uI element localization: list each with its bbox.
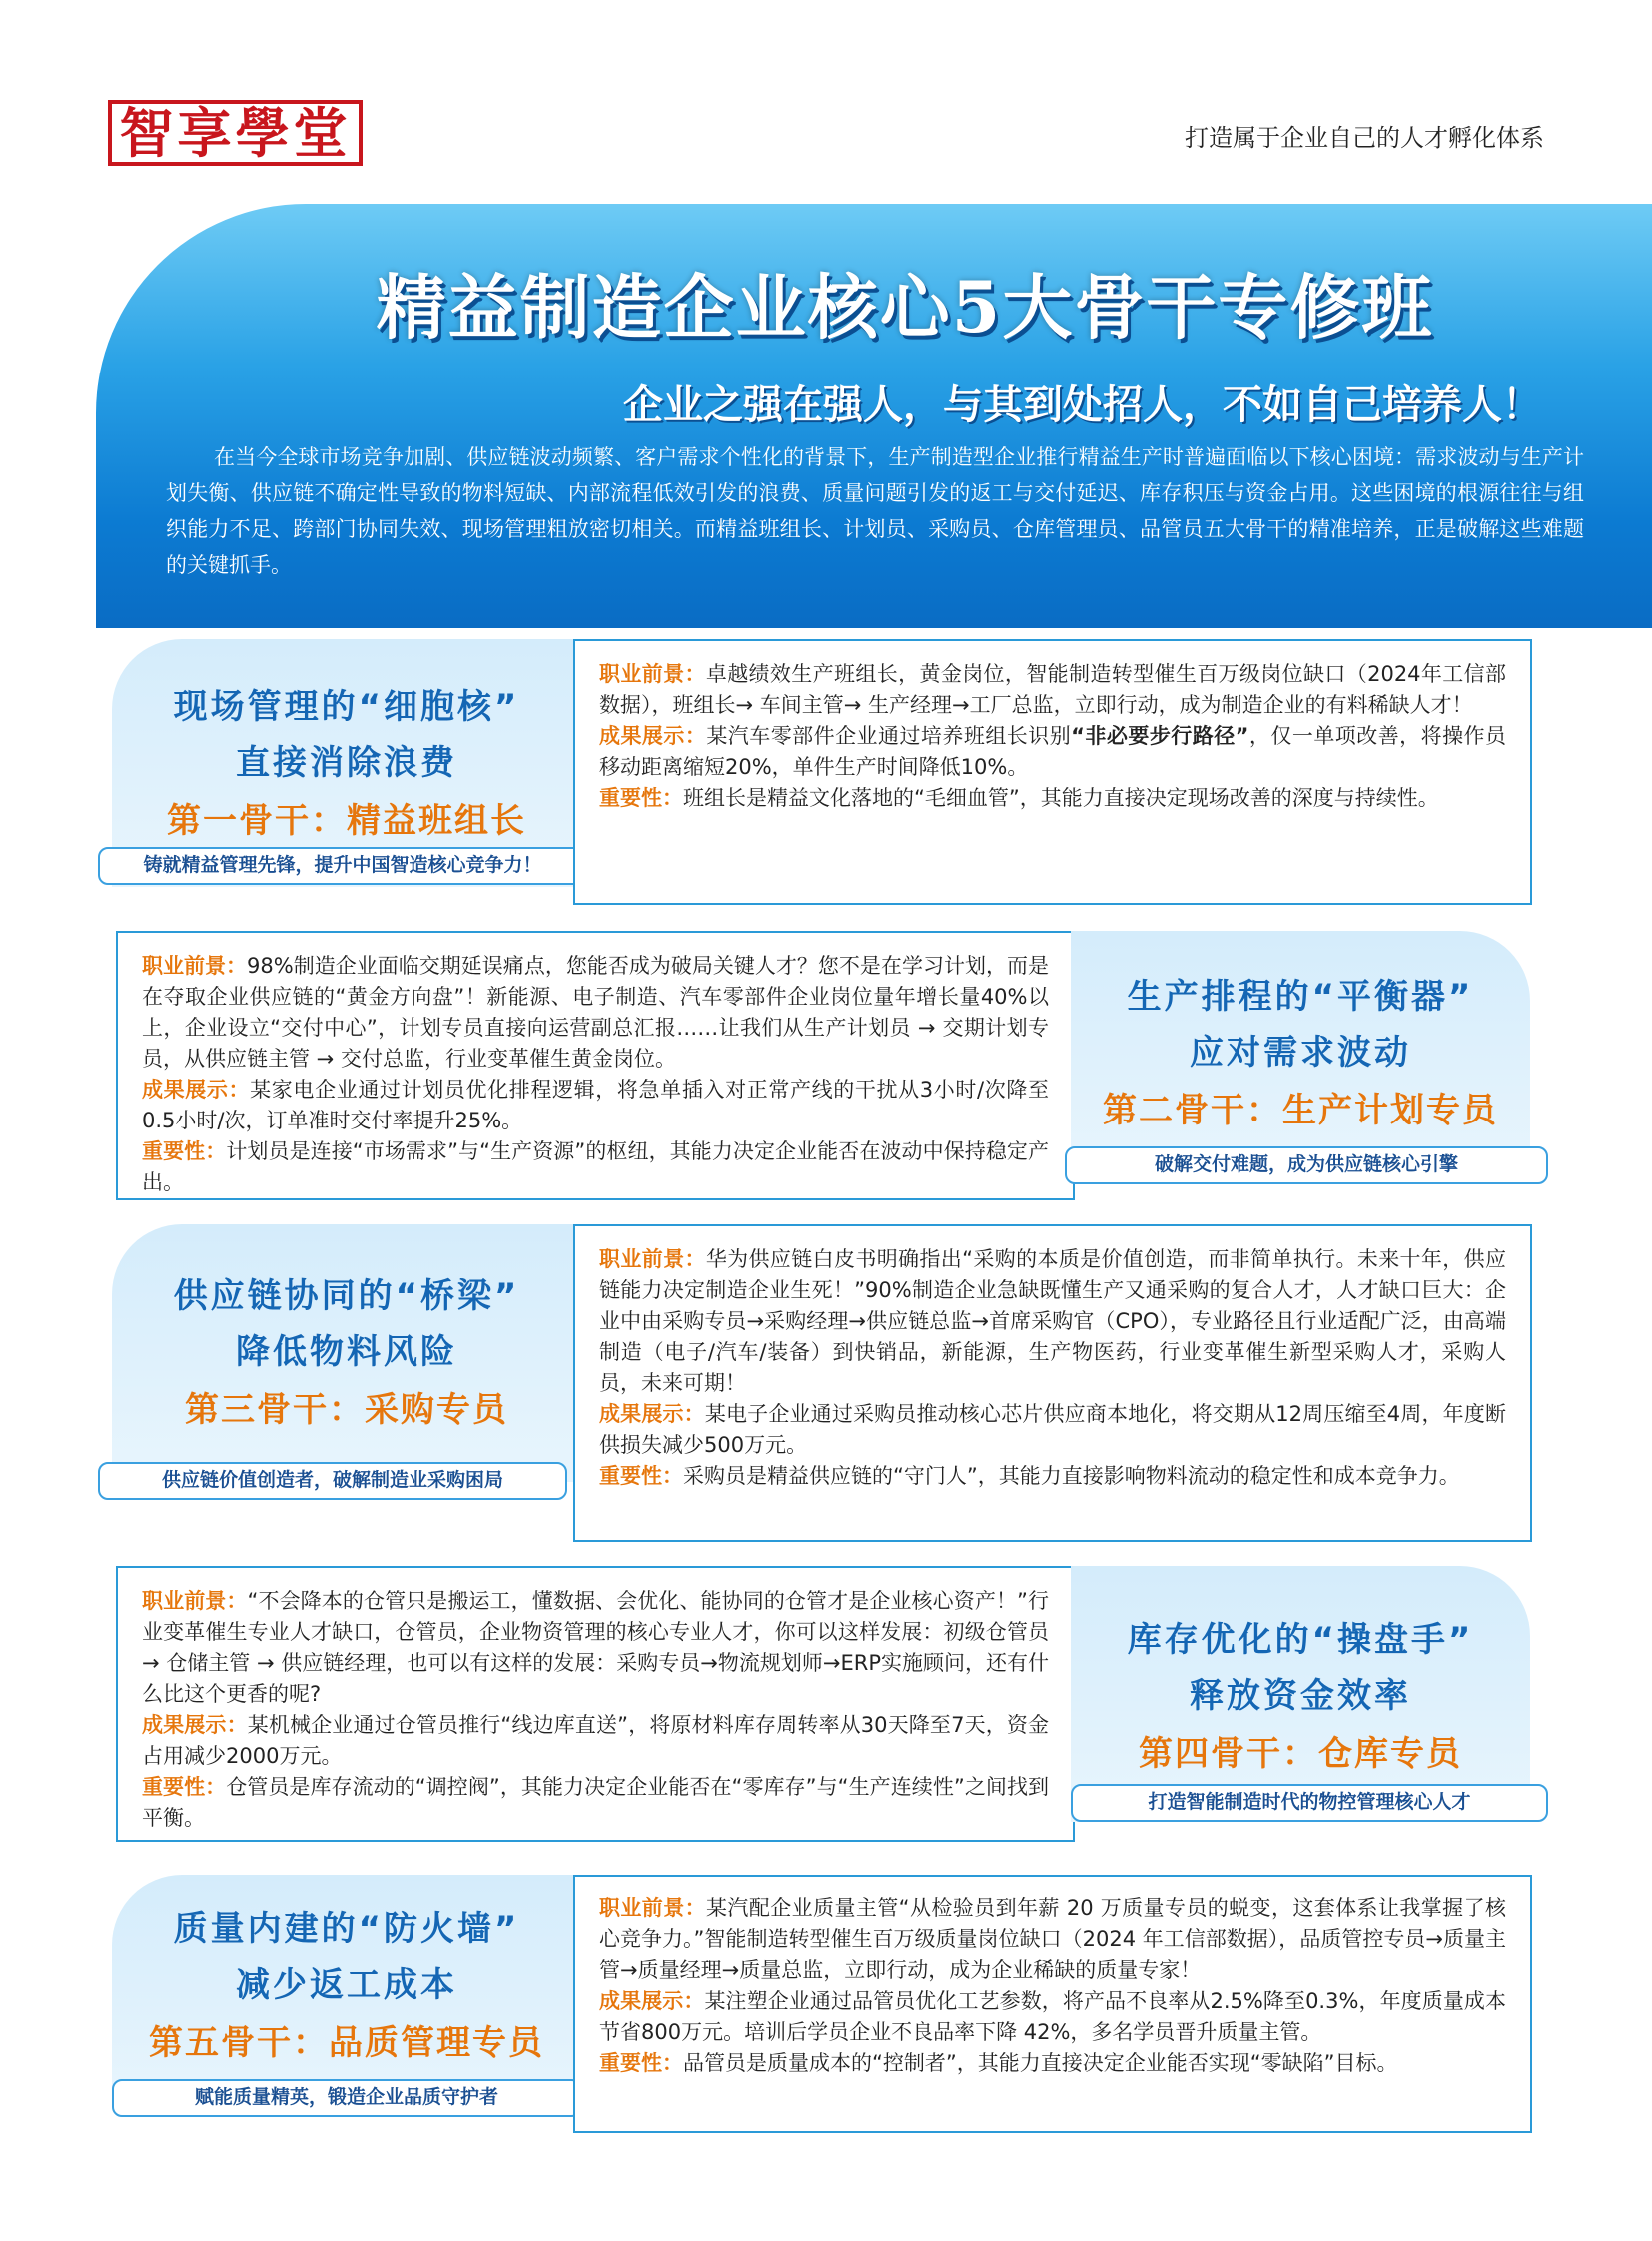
- result-highlight: “非必要步行路径”: [1071, 724, 1249, 748]
- label-importance: 重要性：: [599, 1464, 683, 1488]
- header-slogan: 打造属于企业自己的人才孵化体系: [1185, 124, 1544, 152]
- importance-text: 采购员是精益供应链的“守门人”，其能力直接影响物料流动的稳定性和成本竞争力。: [683, 1464, 1460, 1488]
- role-tagline: 破解交付难题，成为供应链核心引擎: [1065, 1146, 1548, 1184]
- detail-panel-1: [573, 639, 1532, 905]
- label-importance: 重要性：: [599, 786, 683, 810]
- result-text: 某汽车零部件企业通过培养班组长识别: [706, 724, 1072, 748]
- prospect-text: 某汽配企业质量主管“从检验员到年薪 20 万质量专员的蜕变，这套体系让我掌握了核心竞争力。”智能制造转型催生百万级质量岗位缺口（2024 年工信部数据），品质管控专员→质量主管→质量经理→质量总监，立即行动，成为企业稀缺的质量专家！: [599, 1896, 1506, 1982]
- label-result: 成果展示：: [142, 1078, 251, 1102]
- role-card-3: [112, 1224, 581, 1482]
- result-text: 某机械企业通过仓管员推行“线边库直送”，将原材料库存周转率从30天降至7天，资金占用减少2000万元。: [142, 1713, 1049, 1768]
- hero-banner: [96, 204, 1652, 628]
- role-title: 第二骨干：生产计划专员: [1103, 1091, 1498, 1130]
- detail-panel-5: [573, 1875, 1532, 2133]
- role-headline: 现场管理的“细胞核”: [173, 687, 520, 727]
- role-tagline: 赋能质量精英，锻造企业品质守护者: [112, 2079, 581, 2117]
- role-subheadline: 减少返工成本: [236, 1965, 457, 2005]
- role-tagline: 铸就精益管理先锋，提升中国智造核心竞争力！: [98, 847, 587, 885]
- role-headline: 供应链协同的“桥梁”: [173, 1276, 520, 1316]
- label-prospect: 职业前景：: [142, 1589, 248, 1613]
- label-prospect: 职业前景：: [142, 954, 248, 978]
- role-subheadline: 降低物料风险: [236, 1332, 457, 1372]
- role-title: 第四骨干：仓库专员: [1139, 1734, 1462, 1774]
- label-prospect: 职业前景：: [599, 1247, 706, 1271]
- detail-panel-4: [116, 1566, 1075, 1842]
- hero-subtitle: 企业之强在强人，与其到处招人，不如自己培养人！: [623, 381, 1542, 428]
- label-prospect: 职业前景：: [599, 1896, 707, 1920]
- role-subheadline: 应对需求波动: [1190, 1033, 1411, 1073]
- role-card-5: [112, 1875, 581, 2107]
- result-text: 某家电企业通过计划员优化排程逻辑，将急单插入对正常产线的干扰从3小时/次降至0.5小时/次，订单准时交付率提升25%。: [142, 1078, 1050, 1132]
- role-tagline: 打造智能制造时代的物控管理核心人才: [1071, 1784, 1548, 1822]
- page-title: 精益制造企业核心5大骨干专修班: [376, 266, 1434, 349]
- prospect-text: 98%制造企业面临交期延误痛点，您能否成为破局关键人才？您不是在学习计划，而是在夺取企业供应链的“黄金方向盘”！新能源、电子制造、汽车零部件企业岗位量年增长量40%以上，企业设立“交付中心”，计划专员直接向运营副总汇报……让我们从生产计划员 → 交期计划专员，从供应链主管 → 交付总监，行业变革催生黄金岗位。: [142, 954, 1049, 1071]
- detail-panel-2: [116, 931, 1075, 1200]
- prospect-text: 卓越绩效生产班组长，黄金岗位，智能制造转型催生百万级岗位缺口（2024年工信部数据），班组长→ 车间主管→ 生产经理→工厂总监，立即行动，成为制造企业的有料稀缺人才！: [599, 662, 1506, 717]
- result-text: 某电子企业通过采购员推动核心芯片供应商本地化，将交期从12周压缩至4周，年度断供损失减少500万元。: [599, 1402, 1506, 1457]
- role-subheadline: 释放资金效率: [1190, 1676, 1411, 1716]
- logo: 智享學堂: [108, 100, 363, 166]
- importance-text: 班组长是精益文化落地的“毛细血管”，其能力直接决定现场改善的深度与持续性。: [683, 786, 1439, 810]
- label-result: 成果展示：: [599, 1402, 705, 1426]
- prospect-text: 华为供应链白皮书明确指出“采购的本质是价值创造，而非简单执行。未来十年，供应链能力决定制造企业生死！”90%制造企业急缺既懂生产又通采购的复合人才，人才缺口巨大：企业中由采购专员→采购经理→供应链总监→首席采购官（CPO），专业路径且行业适配广泛，由高端制造（电子/汽车/装备）到快销品，新能源，生产物医药，行业变革催生新型采购人才，采购人员，未来可期！: [599, 1247, 1506, 1395]
- role-tagline: 供应链价值创造者，破解制造业采购困局: [98, 1462, 567, 1500]
- label-result: 成果展示：: [599, 724, 707, 748]
- role-title: 第一骨干：精益班组长: [167, 801, 526, 841]
- result-text-end: ，仅一单项改善，将操作员移动距离缩短20%，单件生产时间降低10%。: [599, 724, 1507, 779]
- result-text: 某注塑企业通过品管员优化工艺参数，将产品不良率从2.5%降至0.3%，年度质量成本节省800万元。培训后学员企业不良品率下降 42%，多名学员晋升质量主管。: [599, 1989, 1507, 2044]
- role-headline: 库存优化的“操盘手”: [1127, 1620, 1474, 1660]
- importance-text: 品管员是质量成本的“控制者”，其能力直接决定企业能否实现“零缺陷”目标。: [683, 2051, 1398, 2075]
- importance-text: 计划员是连接“市场需求”与“生产资源”的枢纽，其能力决定企业能否在波动中保持稳定产出。: [142, 1139, 1050, 1194]
- detail-panel-3: [573, 1224, 1532, 1542]
- label-importance: 重要性：: [599, 2051, 683, 2075]
- hero-intro: 在当今全球市场竞争加剧、供应链波动频繁、客户需求个性化的背景下，生产制造型企业推行精益生产时普遍面临以下核心困境：需求波动与生产计划失衡、供应链不确定性导致的物料短缺、内部流程低效引发的浪费、质量问题引发的返工与交付延迟、库存积压与资金占用。这些困境的根源往往与组织能力不足、跨部门协同失效、现场管理粗放密切相关。而精益班组长、计划员、采购员、仓库管理员、品管员五大骨干的精准培养，正是破解这些难题的关键抓手。: [166, 445, 1584, 577]
- role-headline: 生产排程的“平衡器”: [1127, 977, 1474, 1017]
- role-title: 第五骨干：品质管理专员: [149, 2023, 544, 2063]
- label-importance: 重要性：: [142, 1775, 227, 1799]
- label-result: 成果展示：: [142, 1713, 248, 1737]
- prospect-text: “不会降本的仓管只是搬运工，懂数据、会优化、能协同的仓管才是企业核心资产！”行业变革催生专业人才缺口，仓管员，企业物资管理的核心专业人才，你可以这样发展：初级仓管员 → 仓储主管 → 供应链经理，也可以有这样的发展：采购专员→物流规划师→ERP实施顾问，还有什么比这个更香的呢?: [142, 1589, 1049, 1706]
- importance-text: 仓管员是库存流动的“调控阀”，其能力决定企业能否在“零库存”与“生产连续性”之间找到平衡。: [142, 1775, 1050, 1830]
- role-card-2: [1071, 931, 1530, 1174]
- role-subheadline: 直接消除浪费: [236, 743, 457, 783]
- label-prospect: 职业前景：: [599, 662, 706, 686]
- role-headline: 质量内建的“防火墙”: [173, 1909, 520, 1949]
- role-title: 第三骨干：采购专员: [185, 1390, 508, 1430]
- label-result: 成果展示：: [599, 1989, 705, 2013]
- label-importance: 重要性：: [142, 1139, 227, 1163]
